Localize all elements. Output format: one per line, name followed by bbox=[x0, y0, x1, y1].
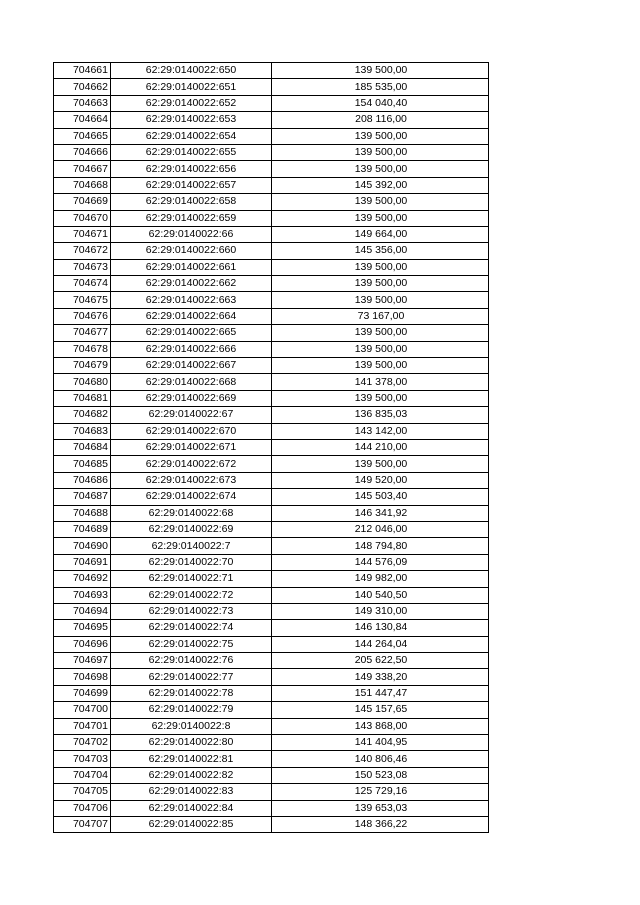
cadastral-value-cell: 141 378,00 bbox=[272, 374, 489, 390]
row-id-cell: 704671 bbox=[54, 226, 111, 242]
cadastral-value-cell: 139 500,00 bbox=[272, 292, 489, 308]
cadastral-number-cell: 62:29:0140022:653 bbox=[111, 112, 272, 128]
table-row bbox=[54, 735, 489, 751]
row-id-cell: 704695 bbox=[54, 620, 111, 636]
table-row bbox=[54, 161, 489, 177]
table-row bbox=[54, 308, 489, 324]
row-id-cell: 704704 bbox=[54, 767, 111, 783]
table-row bbox=[54, 669, 489, 685]
cadastral-number-cell: 62:29:0140022:76 bbox=[111, 653, 272, 669]
row-id-cell: 704680 bbox=[54, 374, 111, 390]
cadastral-number-cell: 62:29:0140022:663 bbox=[111, 292, 272, 308]
row-id-cell: 704703 bbox=[54, 751, 111, 767]
cadastral-number-cell: 62:29:0140022:668 bbox=[111, 374, 272, 390]
table-row bbox=[54, 653, 489, 669]
cadastral-number-cell: 62:29:0140022:672 bbox=[111, 456, 272, 472]
cadastral-number-cell: 62:29:0140022:70 bbox=[111, 554, 272, 570]
cadastral-number-cell: 62:29:0140022:68 bbox=[111, 505, 272, 521]
table-row bbox=[54, 702, 489, 718]
cadastral-value-cell: 139 500,00 bbox=[272, 325, 489, 341]
row-id-cell: 704675 bbox=[54, 292, 111, 308]
row-id-cell: 704707 bbox=[54, 816, 111, 832]
table-row bbox=[54, 767, 489, 783]
row-id-cell: 704678 bbox=[54, 341, 111, 357]
table-row bbox=[54, 79, 489, 95]
cadastral-value-cell: 151 447,47 bbox=[272, 685, 489, 701]
cadastral-value-cell: 145 157,65 bbox=[272, 702, 489, 718]
row-id-cell: 704682 bbox=[54, 407, 111, 423]
row-id-cell: 704697 bbox=[54, 653, 111, 669]
table-row bbox=[54, 439, 489, 455]
cadastral-number-cell: 62:29:0140022:78 bbox=[111, 685, 272, 701]
cadastral-number-cell: 62:29:0140022:655 bbox=[111, 144, 272, 160]
row-id-cell: 704699 bbox=[54, 685, 111, 701]
cadastral-value-cell: 139 500,00 bbox=[272, 358, 489, 374]
cadastral-value-table bbox=[53, 62, 489, 833]
cadastral-number-cell: 62:29:0140022:74 bbox=[111, 620, 272, 636]
table-row bbox=[54, 390, 489, 406]
row-id-cell: 704684 bbox=[54, 439, 111, 455]
cadastral-number-cell: 62:29:0140022:673 bbox=[111, 472, 272, 488]
cadastral-value-cell: 139 500,00 bbox=[272, 144, 489, 160]
row-id-cell: 704661 bbox=[54, 63, 111, 79]
row-id-cell: 704688 bbox=[54, 505, 111, 521]
row-id-cell: 704687 bbox=[54, 489, 111, 505]
row-id-cell: 704706 bbox=[54, 800, 111, 816]
cadastral-value-cell: 208 116,00 bbox=[272, 112, 489, 128]
cadastral-number-cell: 62:29:0140022:674 bbox=[111, 489, 272, 505]
row-id-cell: 704696 bbox=[54, 636, 111, 652]
table-row bbox=[54, 521, 489, 537]
table-row bbox=[54, 620, 489, 636]
cadastral-value-cell: 143 142,00 bbox=[272, 423, 489, 439]
cadastral-value-cell: 149 664,00 bbox=[272, 226, 489, 242]
table-row bbox=[54, 63, 489, 79]
table-row bbox=[54, 144, 489, 160]
row-id-cell: 704664 bbox=[54, 112, 111, 128]
cadastral-number-cell: 62:29:0140022:669 bbox=[111, 390, 272, 406]
table-row bbox=[54, 816, 489, 832]
row-id-cell: 704667 bbox=[54, 161, 111, 177]
row-id-cell: 704672 bbox=[54, 243, 111, 259]
cadastral-value-cell: 144 264,04 bbox=[272, 636, 489, 652]
cadastral-number-cell: 62:29:0140022:8 bbox=[111, 718, 272, 734]
table-row bbox=[54, 587, 489, 603]
cadastral-number-cell: 62:29:0140022:660 bbox=[111, 243, 272, 259]
row-id-cell: 704698 bbox=[54, 669, 111, 685]
cadastral-value-cell: 139 500,00 bbox=[272, 210, 489, 226]
table-row bbox=[54, 358, 489, 374]
cadastral-number-cell: 62:29:0140022:85 bbox=[111, 816, 272, 832]
cadastral-value-cell: 154 040,40 bbox=[272, 95, 489, 111]
table-row bbox=[54, 259, 489, 275]
table-row bbox=[54, 407, 489, 423]
table-row bbox=[54, 194, 489, 210]
row-id-cell: 704668 bbox=[54, 177, 111, 193]
cadastral-value-cell: 139 500,00 bbox=[272, 259, 489, 275]
cadastral-number-cell: 62:29:0140022:671 bbox=[111, 439, 272, 455]
cadastral-number-cell: 62:29:0140022:7 bbox=[111, 538, 272, 554]
row-id-cell: 704665 bbox=[54, 128, 111, 144]
cadastral-value-cell: 143 868,00 bbox=[272, 718, 489, 734]
cadastral-number-cell: 62:29:0140022:652 bbox=[111, 95, 272, 111]
cadastral-value-cell: 149 338,20 bbox=[272, 669, 489, 685]
cadastral-number-cell: 62:29:0140022:71 bbox=[111, 571, 272, 587]
table-body bbox=[54, 63, 489, 833]
cadastral-value-cell: 125 729,16 bbox=[272, 784, 489, 800]
row-id-cell: 704693 bbox=[54, 587, 111, 603]
row-id-cell: 704705 bbox=[54, 784, 111, 800]
table-row bbox=[54, 210, 489, 226]
row-id-cell: 704670 bbox=[54, 210, 111, 226]
cadastral-number-cell: 62:29:0140022:77 bbox=[111, 669, 272, 685]
cadastral-value-cell: 148 366,22 bbox=[272, 816, 489, 832]
cadastral-number-cell: 62:29:0140022:66 bbox=[111, 226, 272, 242]
table-row bbox=[54, 784, 489, 800]
cadastral-number-cell: 62:29:0140022:650 bbox=[111, 63, 272, 79]
cadastral-number-cell: 62:29:0140022:662 bbox=[111, 276, 272, 292]
row-id-cell: 704691 bbox=[54, 554, 111, 570]
row-id-cell: 704679 bbox=[54, 358, 111, 374]
table-row bbox=[54, 128, 489, 144]
cadastral-value-cell: 140 806,46 bbox=[272, 751, 489, 767]
cadastral-number-cell: 62:29:0140022:83 bbox=[111, 784, 272, 800]
row-id-cell: 704662 bbox=[54, 79, 111, 95]
row-id-cell: 704683 bbox=[54, 423, 111, 439]
cadastral-value-cell: 205 622,50 bbox=[272, 653, 489, 669]
cadastral-value-cell: 136 835,03 bbox=[272, 407, 489, 423]
cadastral-value-cell: 141 404,95 bbox=[272, 735, 489, 751]
table-row bbox=[54, 423, 489, 439]
cadastral-value-cell: 139 500,00 bbox=[272, 390, 489, 406]
table-row bbox=[54, 95, 489, 111]
cadastral-value-cell: 150 523,08 bbox=[272, 767, 489, 783]
cadastral-number-cell: 62:29:0140022:75 bbox=[111, 636, 272, 652]
table-row bbox=[54, 374, 489, 390]
table-row bbox=[54, 603, 489, 619]
cadastral-number-cell: 62:29:0140022:664 bbox=[111, 308, 272, 324]
row-id-cell: 704673 bbox=[54, 259, 111, 275]
cadastral-value-cell: 145 392,00 bbox=[272, 177, 489, 193]
table-row bbox=[54, 112, 489, 128]
cadastral-number-cell: 62:29:0140022:69 bbox=[111, 521, 272, 537]
cadastral-number-cell: 62:29:0140022:667 bbox=[111, 358, 272, 374]
cadastral-value-cell: 139 500,00 bbox=[272, 63, 489, 79]
cadastral-value-cell: 146 341,92 bbox=[272, 505, 489, 521]
row-id-cell: 704674 bbox=[54, 276, 111, 292]
cadastral-number-cell: 62:29:0140022:84 bbox=[111, 800, 272, 816]
cadastral-value-cell: 139 500,00 bbox=[272, 456, 489, 472]
row-id-cell: 704689 bbox=[54, 521, 111, 537]
row-id-cell: 704702 bbox=[54, 735, 111, 751]
row-id-cell: 704686 bbox=[54, 472, 111, 488]
cadastral-number-cell: 62:29:0140022:72 bbox=[111, 587, 272, 603]
cadastral-number-cell: 62:29:0140022:659 bbox=[111, 210, 272, 226]
cadastral-number-cell: 62:29:0140022:661 bbox=[111, 259, 272, 275]
row-id-cell: 704676 bbox=[54, 308, 111, 324]
table-row bbox=[54, 325, 489, 341]
table-row bbox=[54, 800, 489, 816]
cadastral-value-cell: 149 982,00 bbox=[272, 571, 489, 587]
cadastral-value-cell: 146 130,84 bbox=[272, 620, 489, 636]
table-row bbox=[54, 341, 489, 357]
table-row bbox=[54, 751, 489, 767]
cadastral-value-cell: 144 210,00 bbox=[272, 439, 489, 455]
row-id-cell: 704701 bbox=[54, 718, 111, 734]
cadastral-number-cell: 62:29:0140022:79 bbox=[111, 702, 272, 718]
cadastral-number-cell: 62:29:0140022:82 bbox=[111, 767, 272, 783]
table-row bbox=[54, 177, 489, 193]
cadastral-value-cell: 139 500,00 bbox=[272, 341, 489, 357]
cadastral-number-cell: 62:29:0140022:651 bbox=[111, 79, 272, 95]
table-row bbox=[54, 292, 489, 308]
row-id-cell: 704694 bbox=[54, 603, 111, 619]
cadastral-number-cell: 62:29:0140022:657 bbox=[111, 177, 272, 193]
cadastral-number-cell: 62:29:0140022:658 bbox=[111, 194, 272, 210]
table-row bbox=[54, 685, 489, 701]
cadastral-number-cell: 62:29:0140022:656 bbox=[111, 161, 272, 177]
table-row bbox=[54, 505, 489, 521]
cadastral-value-cell: 139 500,00 bbox=[272, 276, 489, 292]
table-row bbox=[54, 456, 489, 472]
cadastral-number-cell: 62:29:0140022:80 bbox=[111, 735, 272, 751]
table-row bbox=[54, 472, 489, 488]
cadastral-value-cell: 139 500,00 bbox=[272, 128, 489, 144]
cadastral-value-cell: 139 500,00 bbox=[272, 161, 489, 177]
table-row bbox=[54, 276, 489, 292]
row-id-cell: 704666 bbox=[54, 144, 111, 160]
row-id-cell: 704690 bbox=[54, 538, 111, 554]
cadastral-value-cell: 149 520,00 bbox=[272, 472, 489, 488]
cadastral-value-cell: 145 503,40 bbox=[272, 489, 489, 505]
cadastral-value-cell: 139 653,03 bbox=[272, 800, 489, 816]
row-id-cell: 704663 bbox=[54, 95, 111, 111]
cadastral-number-cell: 62:29:0140022:654 bbox=[111, 128, 272, 144]
cadastral-number-cell: 62:29:0140022:73 bbox=[111, 603, 272, 619]
cadastral-value-cell: 149 310,00 bbox=[272, 603, 489, 619]
table-row bbox=[54, 489, 489, 505]
row-id-cell: 704677 bbox=[54, 325, 111, 341]
row-id-cell: 704685 bbox=[54, 456, 111, 472]
table-row bbox=[54, 718, 489, 734]
row-id-cell: 704681 bbox=[54, 390, 111, 406]
cadastral-value-cell: 73 167,00 bbox=[272, 308, 489, 324]
table-row bbox=[54, 554, 489, 570]
row-id-cell: 704669 bbox=[54, 194, 111, 210]
cadastral-number-cell: 62:29:0140022:670 bbox=[111, 423, 272, 439]
cadastral-value-cell: 139 500,00 bbox=[272, 194, 489, 210]
cadastral-value-cell: 140 540,50 bbox=[272, 587, 489, 603]
cadastral-value-cell: 144 576,09 bbox=[272, 554, 489, 570]
cadastral-value-cell: 212 046,00 bbox=[272, 521, 489, 537]
table-row bbox=[54, 571, 489, 587]
cadastral-number-cell: 62:29:0140022:665 bbox=[111, 325, 272, 341]
cadastral-value-cell: 145 356,00 bbox=[272, 243, 489, 259]
cadastral-number-cell: 62:29:0140022:666 bbox=[111, 341, 272, 357]
table-row bbox=[54, 226, 489, 242]
cadastral-number-cell: 62:29:0140022:81 bbox=[111, 751, 272, 767]
table-row bbox=[54, 538, 489, 554]
row-id-cell: 704700 bbox=[54, 702, 111, 718]
cadastral-value-cell: 185 535,00 bbox=[272, 79, 489, 95]
table-row bbox=[54, 636, 489, 652]
cadastral-value-cell: 148 794,80 bbox=[272, 538, 489, 554]
cadastral-number-cell: 62:29:0140022:67 bbox=[111, 407, 272, 423]
table-row bbox=[54, 243, 489, 259]
row-id-cell: 704692 bbox=[54, 571, 111, 587]
